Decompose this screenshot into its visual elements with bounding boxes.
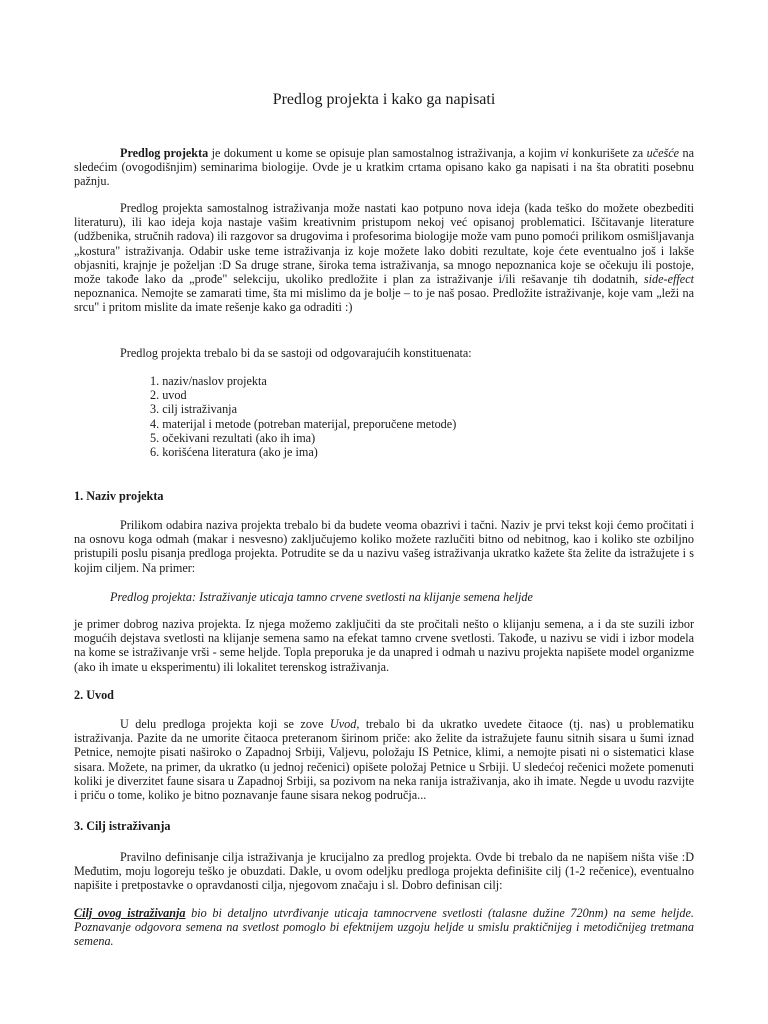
intro-italic-vi: vi [559, 146, 569, 160]
intro-text-1: je dokument u kome se opisuje plan samostalnog istraživanja, a kojim [208, 146, 560, 160]
section-3-paragraph-1: Pravilno definisanje cilja istraživanja je krucijalno za predlog projekta. Ovde bi trebalo da ne napišem ništa više :D Međutim, moju logoreju teško je obuzdati. Dakle, u ovom odeljku predloga projekta definišite cilj (1-2 rečenice), eventualno napišite i pretpostavke o opravdanosti cilja, njegovom značaju i sl. Dobro definisan cilj: [74, 850, 694, 893]
paragraph-3: Predlog projekta trebalo bi da se sastoji od odgovarajućih konstituenata: [120, 346, 472, 360]
p2-text-2: nepoznanica. Nemojte se zamarati time, šta mi mislimo da je bolje – to je naš posao. Predložite istraživanje, koje vam „leži na srcu" i pritom mislite da imate rešenje kako ga odraditi :) [74, 286, 694, 315]
section-3-goal-example [74, 906, 694, 949]
intro-italic-ucesce: učešće [646, 146, 680, 160]
list-item: 2. uvod [150, 388, 187, 403]
section-1-heading: 1. Naziv projekta [74, 489, 164, 503]
constituents-list [150, 374, 456, 459]
intro-text-3: na sledećim (ovogodišnjim) seminarima biologije. Ovde je u kratkim crtama opisano kako ga napisati i na šta obratiti posebnu pažnju. [74, 146, 694, 189]
s3-goal-rest: bio bi detaljno utvrđivanje uticaja tamnocrvene svetlosti (talasne dužine 720nm) na seme heljde. Poznavanje odgovora semena na svetlost pomoglo bi efektnijem uzgoju heljde u smislu praktičnijeg i metodičnijeg tretmana semena. [74, 906, 694, 949]
s3-goal-lead: Cilj ovog istraživanja [74, 906, 186, 920]
section-1-paragraph-1: Prilikom odabira naziva projekta trebalo bi da budete veoma obazrivi i tačni. Naziv je prvi tekst koji ćemo pročitati i na osnovu koga odmah (makar i nesvesno) zaključujemo koliko možete razlučiti bitno od nebitnog, kao i koliko ste ozbiljno pristupili poslu pisanja predloga projekta. Potrudite se da u nazivu vašeg istraživanja ukratko kažete šta želite da istražujete i s kojim ciljem. Na primer: [74, 518, 694, 575]
section-1-paragraph-2: je primer dobrog naziva projekta. Iz njega možemo zaključiti da ste pročitali nešto o klijanju semena, a i da ste suzili izbor mogućih dejstava svetlosti na klijanje semena samo na efekat tamno crvene svetlosti. Takođe, u nazivu se vidi i izbor modela na kome se istraživanje vrši - seme heljde. Topla preporuka je da unapred i odmah u nazivu projekta napišete model organizme (ako ih imate u eksperimentu) ili lokalitet terenskog istraživanja. [74, 617, 694, 674]
intro-paragraph [74, 146, 694, 189]
section-3-heading: 3. Cilj istraživanja [74, 819, 171, 833]
p2-italic: side-effect [643, 272, 694, 287]
list-item: 6. korišćena literatura (ako je ima) [150, 444, 318, 459]
intro-bold-lead: Predlog projekta [120, 146, 209, 160]
p2-text-1: Predlog projekta samostalnog istraživanja može nastati kao potpuno nova ideja (kada teško do možete obezbediti literaturu), ili kao ideja koja nastaje vašim kreativnim pristupom nekoj već opisanoj problematici. Iščitavanje literature (udžbenika, stručnih radova) ili razgovor sa drugovima i profesorima biologije može vam puno pomoći prilikom osmišljavanja „kostura" istraživanja. Odabir uske teme istraživanja iz koje možete lako dobiti rezultate, koje ćete eventualno još i lakše objasniti, krajnje je poželjan :D Sa druge strane, široka tema istraživanja, sa mnogo nepoznanica koje se očekuju ili postoje, može takođe lako da „prođe" selekciju, ukoliko predložite i plan za istraživanje i/ili rešavanje tih dodatnih, [74, 201, 694, 287]
s2-italic: Uvod, [329, 717, 360, 731]
paragraph-2 [74, 201, 694, 315]
s2-text-1: U delu predloga projekta koji se zove [120, 717, 330, 731]
list-item: 1. naziv/naslov projekta [150, 374, 267, 388]
section-2-heading: 2. Uvod [74, 688, 114, 702]
list-item: 5. očekivani rezultati (ako ih ima) [150, 430, 316, 445]
s2-text-2: trebalo bi da ukratko uvedete čitaoce (tj. nas) u problematiku istraživanja. Pazite da ne umorite čitaoca preteranom širinom priče: ako želite da istražujete faunu sitnih sisara u šumi iznad Petnice, nemojte pisati naširoko o Zapadnoj Srbiji, Valjevu, položaju IS Petnice, klimi, a nemojte pisati ni o sistematici klase sisara. Možete, na primer, da ukratko (u jednoj rečenici) opišete položaj Petnice u Srbiji. U sledećoj rečenici možete pomenuti koliki je diverzitet faune sisara u Zapadnoj Srbiji, sa pozivom na neka ranija istraživanja, ako ih imate. Negde u uvodu razvijte i priču o tome, koliko je bitno poznavanje faune sisara nekog područja... [74, 717, 694, 803]
section-2-paragraph [74, 717, 694, 802]
list-item: 4. materijal i metode (potreban materijal, preporučene metode) [150, 416, 457, 431]
list-item: 3. cilj istraživanja [150, 402, 237, 417]
section-1-example: Predlog projekta: Istraživanje uticaja tamno crvene svetlosti na klijanje semena heljde [110, 590, 533, 604]
document-title: Predlog projekta i kako ga napisati [272, 91, 496, 108]
intro-text-2: konkurišete za [568, 146, 647, 160]
